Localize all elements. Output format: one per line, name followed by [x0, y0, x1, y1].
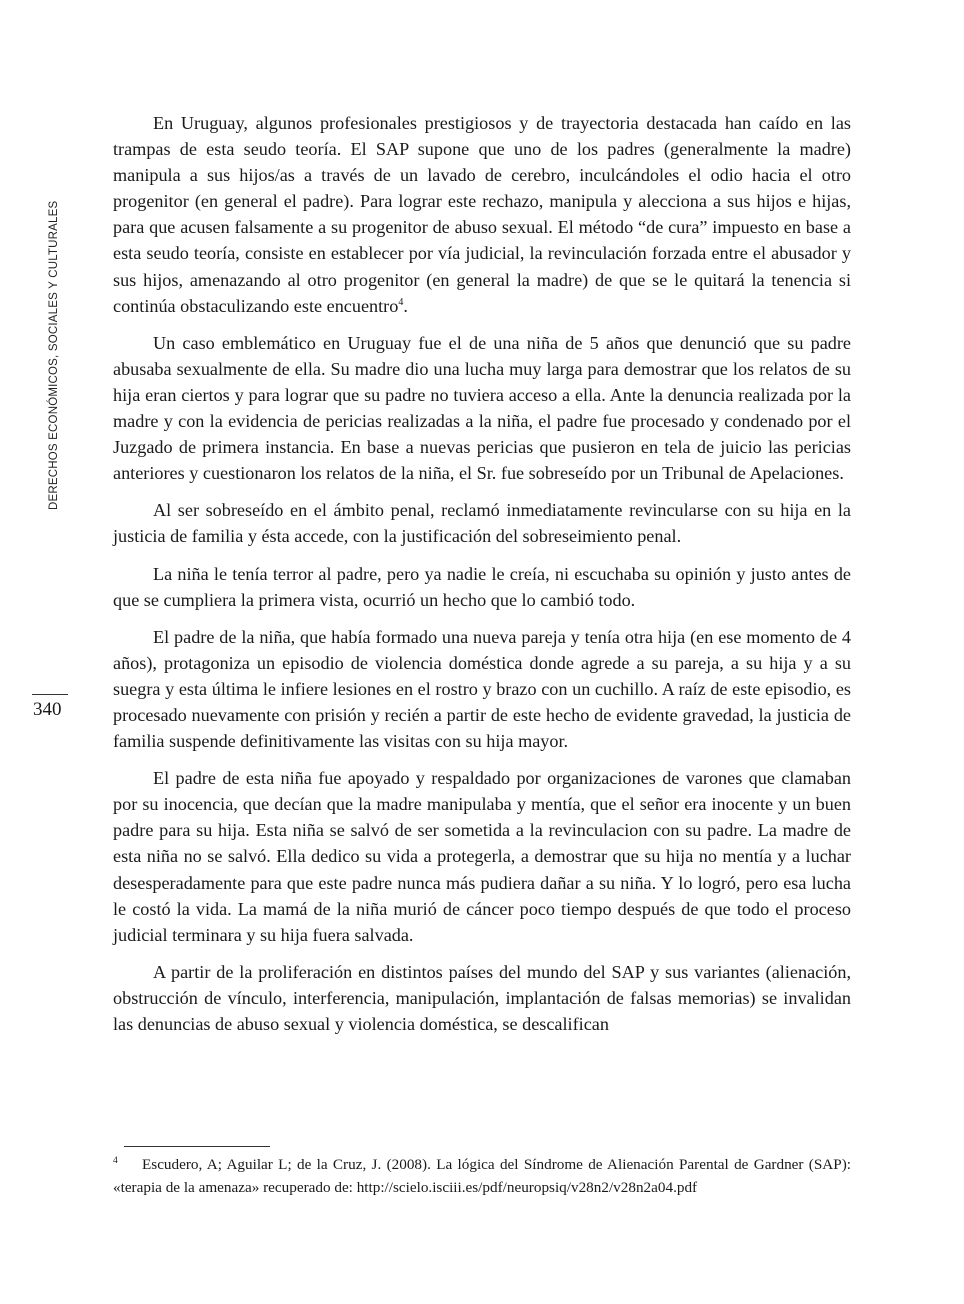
paragraph-1-text: En Uruguay, algunos profesionales prestigiosos y de trayectoria destacada han caído en las trampas de esta seudo teoría. El SAP supone que uno de los padres (generalmente la madre) manipula a sus hijos/as a través de un lavado de cerebro, inculcándoles el odio hacia el otro progenitor (en general el padre). Para lograr este rechazo, manipula y alecciona a sus hijos e hijas, para que acusen falsamente a su progenitor de abuso sexual. El método “de cura” impuesto en base a esta seudo teoría, consiste en establecer por vía judicial, la revinculación forzada entre el abusador y sus hijos, amenazando al otro progenitor (en general la madre) de que se le quitará la tenencia si continúa obstaculizando este encuentro	[113, 113, 851, 316]
page-number: 340	[33, 699, 62, 720]
footnote-reference: 4	[398, 296, 404, 308]
paragraph-1-end: .	[403, 295, 408, 316]
footnote-separator	[124, 1146, 270, 1147]
body-text	[113, 110, 851, 1048]
footnote: 4 Escudero, A; Aguilar L; de la Cruz, J. (2008). La lógica del Síndrome de Alienación Parental de Gardner (SAP): «terapia de la amenaza» recuperado de: http://scielo.isciii.es/pdf/neuropsiq/v28n2/v28n2a04.pdf	[113, 1155, 851, 1196]
paragraph-6: El padre de esta niña fue apoyado y respaldado por organizaciones de varones que clamaban por su inocencia, que decían que la madre manipulaba y mentía, que el señor era inocente y un buen padre para su hija. Esta niña se salvó de ser sometida a la revinculacion con su padre. La madre de esta niña no se salvó. Ella dedico su vida a protegerla, a demostrar que su hija no mentía y a luchar desesperadamente para que este padre nunca más pudiera dañar a su niña. Y lo logró, pero esa lucha le costó la vida. La mamá de la niña murió de cáncer poco tiempo después de que todo el proceso judicial terminara y su hija fuera salvada.	[113, 768, 851, 945]
paragraph-3: Al ser sobreseído en el ámbito penal, reclamó inmediatamente revincularse con su hija en la justicia de familia y ésta accede, con la justificación del sobreseimiento penal.	[113, 500, 851, 547]
paragraph-4: La niña le tenía terror al padre, pero ya nadie le creía, ni escuchaba su opinión y justo antes de que se cumpliera la primera vista, ocurrió un hecho que lo cambió todo.	[113, 563, 851, 610]
paragraph-2: Un caso emblemático en Uruguay fue el de una niña de 5 años que denunció que su padre abusaba sexualmente de ella. Su madre dio una lucha muy larga para demostrar que los relatos de su hija eran ciertos y para lograr que su padre no tuviera acceso a ella. Ante la denuncia realizada por la madre y con la evidencia de pericias realizadas a la niña, el padre fue procesado y condenado por el Juzgado de primera instancia. En base a nuevas pericias que pusieron en tela de juicio las pericias anteriores y cuestionaron los relatos de la niña, el Sr. fue sobreseído por un Tribunal de Apelaciones.	[113, 332, 851, 484]
paragraph-1	[113, 110, 851, 319]
paragraph-5: El padre de la niña, que había formado una nueva pareja y tenía otra hija (en ese momento de 4 años), protagoniza un episodio de violencia doméstica donde agrede a su pareja, a su hija y a su suegra y esta última le infiere lesiones en el rostro y brazo con un cuchillo. A raíz de este episodio, es procesado nuevamente con prisión y recién a partir de este hecho de evidente gravedad, la justicia de familia suspende definitivamente las visitas con su hija mayor.	[113, 626, 851, 752]
page-number-rule	[32, 694, 68, 695]
footnote-text: Escudero, A; Aguilar L; de la Cruz, J. (2008). La lógica del Síndrome de Alienación Parental de Gardner (SAP): «terapia de la amenaza» recuperado de: http://scielo.isciii.es/pdf/neuropsiq/v28n2/v28n2a04.pdf	[113, 1156, 851, 1196]
paragraph-7: A partir de la proliferación en distintos países del mundo del SAP y sus variantes (alienación, obstrucción de vínculo, interferencia, manipulación, implantación de falsas memorias) se invalidan las denuncias de abuso sexual y violencia doméstica, se descalifican	[113, 961, 851, 1034]
running-header-vertical: DERECHOS ECONÓMICOS, SOCIALES Y CULTURALES	[48, 200, 60, 510]
